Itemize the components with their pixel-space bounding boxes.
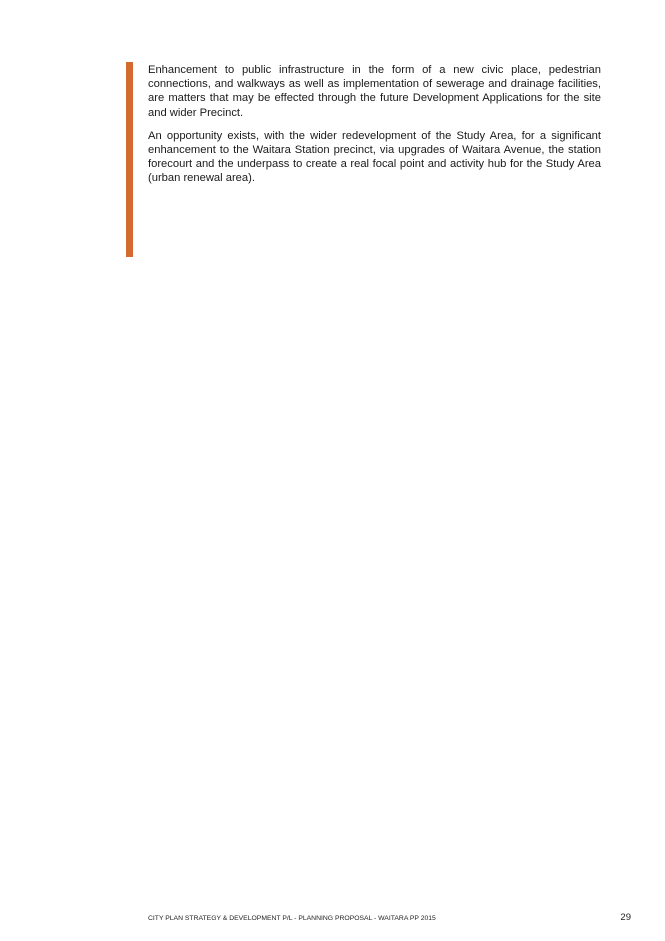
page-number: 29 <box>620 912 631 923</box>
footer-text: CITY PLAN STRATEGY & DEVELOPMENT P/L - PLANNING PROPOSAL - WAITARA PP 2015 <box>148 915 436 922</box>
section-accent-bar <box>126 62 133 257</box>
paragraph-infrastructure: Enhancement to public infrastructure in the form of a new civic place, pedestrian connections, and walkways as well as implementation of sewerage and drainage facilities, are matters that may be effected through the future Development Applications for the site and wider Precinct. <box>148 64 601 119</box>
paragraph-opportunity: An opportunity exists, with the wider redevelopment of the Study Area, for a significant enhancement to the Waitara Station precinct, via upgrades of Waitara Avenue, the station forecourt and the underpass to create a real focal point and activity hub for the Study Area (urban renewal area). <box>148 129 601 185</box>
body-text <box>148 63 601 195</box>
